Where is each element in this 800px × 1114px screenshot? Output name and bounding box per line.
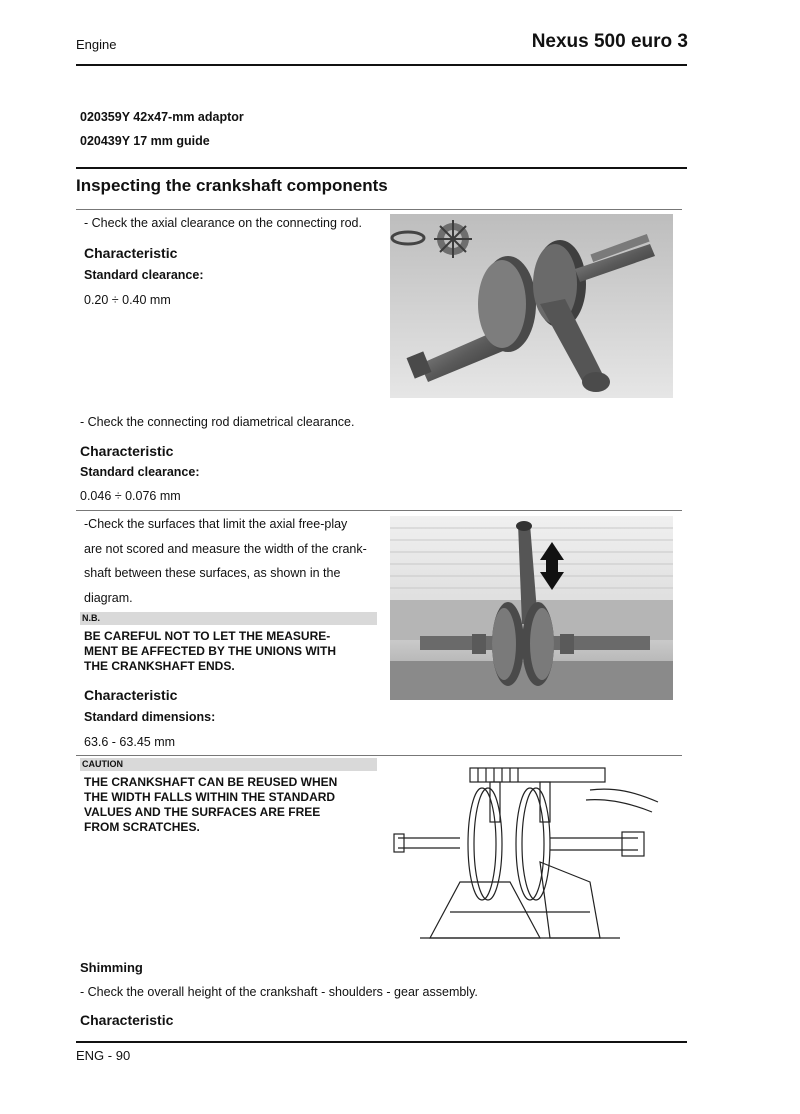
characteristic-title: Characteristic: [84, 687, 178, 703]
caution-line: THE WIDTH FALLS WITHIN THE STANDARD: [84, 790, 336, 804]
caution-line: THE CRANKSHAFT CAN BE REUSED WHEN: [84, 775, 338, 789]
page-number: ENG - 90: [76, 1048, 131, 1063]
shimming-title: Shimming: [80, 960, 143, 975]
standard-label: Standard clearance:: [80, 465, 200, 479]
crankshaft-caliper-diagram: [390, 762, 673, 946]
instruction-paragraph: [84, 512, 384, 610]
caution-line: FROM SCRATCHES.: [84, 820, 200, 834]
caution-label: CAUTION: [80, 758, 377, 771]
tool-item: 020439Y 17 mm guide: [80, 134, 210, 148]
crankshaft-measure-photo: [390, 516, 673, 700]
standard-value: 63.6 - 63.45 mm: [84, 735, 176, 749]
instruction-text: - Check the axial clearance on the connecting rod.: [84, 216, 362, 230]
section-title: Inspecting the crankshaft components: [76, 176, 388, 195]
crankshaft-photo: [390, 214, 673, 398]
section-rule: [76, 167, 687, 169]
standard-label: Standard clearance:: [84, 268, 204, 282]
instruction-text: - Check the connecting rod diametrical clearance.: [80, 415, 355, 429]
paragraph-line: diagram.: [84, 590, 133, 605]
characteristic-title: Characteristic: [80, 443, 174, 459]
header-rule: [76, 64, 687, 66]
note-line: BE CAREFUL NOT TO LET THE MEASURE-: [84, 629, 331, 643]
paragraph-line: shaft between these surfaces, as shown in the: [84, 566, 341, 580]
note-text: [84, 629, 384, 674]
footer-rule: [76, 1041, 687, 1043]
characteristic-title: Characteristic: [84, 245, 178, 261]
header-section: Engine: [76, 37, 117, 52]
characteristic-title: Characteristic: [80, 1012, 174, 1028]
paragraph-line: -Check the surfaces that limit the axial free-play: [84, 517, 348, 531]
standard-value: 0.20 ÷ 0.40 mm: [84, 293, 171, 307]
divider: [76, 209, 682, 210]
divider: [76, 755, 682, 756]
tool-item: 020359Y 42x47-mm adaptor: [80, 110, 244, 124]
header-model: Nexus 500 euro 3: [531, 31, 688, 52]
note-line: MENT BE AFFECTED BY THE UNIONS WITH: [84, 644, 336, 658]
instruction-text: - Check the overall height of the crankshaft - shoulders - gear assembly.: [80, 985, 478, 999]
paragraph-line: are not scored and measure the width of the crank-: [84, 541, 367, 556]
standard-label: Standard dimensions:: [84, 710, 216, 724]
standard-value: 0.046 ÷ 0.076 mm: [80, 489, 181, 503]
note-label: N.B.: [80, 612, 377, 625]
caution-text: [84, 775, 384, 835]
note-line: THE CRANKSHAFT ENDS.: [84, 659, 235, 673]
caution-line: VALUES AND THE SURFACES ARE FREE: [84, 805, 321, 819]
divider: [76, 510, 682, 511]
